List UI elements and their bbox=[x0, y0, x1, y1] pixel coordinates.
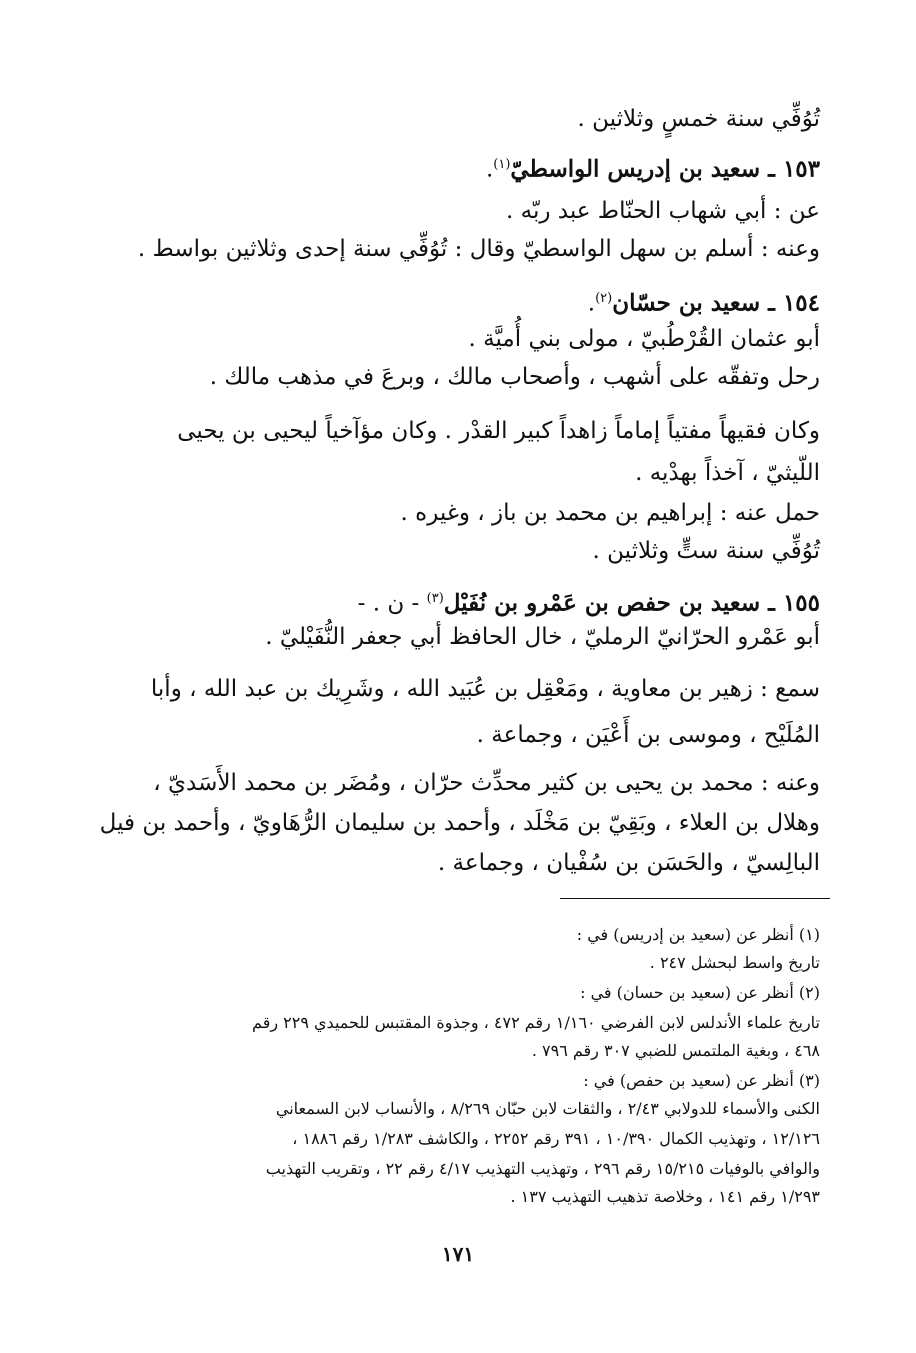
entry-name: سعيد بن حفص بن عَمْرو بن نُفَيْل bbox=[443, 589, 761, 617]
footnote-line: ١/٢٩٣ رقم ١٤١ ، وخلاصة تذهيب التهذيب ١٣٧ . bbox=[510, 1187, 820, 1206]
footnote-line: (١) أنظر عن (سعيد بن إدريس) في : bbox=[576, 925, 820, 944]
entry-number: ١٥٥ bbox=[782, 589, 820, 617]
text-line: وعنه : محمد بن يحيى بن كثير محدِّث حرّان ، ومُضَر بن محمد الأَسَديّ ، bbox=[153, 770, 820, 796]
text-line: اللّيثيّ ، آخذاً بهدْيه . bbox=[635, 460, 820, 486]
text-line: وهلال بن العلاء ، وبَقِيّ بن مَخْلَد ، وأحمد بن سليمان الرُّهَاويّ ، وأحمد بن فيل bbox=[99, 810, 820, 836]
footnote-line: (٣) أنظر عن (سعيد بن حفص) في : bbox=[583, 1071, 820, 1090]
entry-dash: ـ bbox=[760, 589, 783, 617]
text-line: أبو عثمان القُرْطُبيّ ، مولى بني أُميَّة . bbox=[468, 326, 820, 352]
entry-end: . bbox=[587, 290, 596, 317]
footnote-line: الكنى والأسماء للدولابي ٢/٤٣ ، والثقات لابن حبّان ٨/٢٦٩ ، والأنساب لابن السمعاني bbox=[275, 1099, 820, 1118]
text-line: البالِسيّ ، والحَسَن بن سُفْيان ، وجماعة . bbox=[437, 850, 820, 876]
text-line: وعنه : أسلم بن سهل الواسطيّ وقال : تُوُفِّي سنة إحدى وثلاثين بواسط . bbox=[137, 236, 820, 262]
text-line: سمع : زهير بن معاوية ، ومَعْقِل بن عُبَيد الله ، وشَرِيك بن عبد الله ، وأبا bbox=[150, 676, 820, 702]
footnote-ref[interactable]: (٢) bbox=[595, 291, 613, 306]
entry-heading-153 bbox=[80, 142, 820, 193]
footnote-divider bbox=[560, 898, 830, 899]
text-line: أبو عَمْرو الحرّانيّ الرمليّ ، خال الحافظ أبي جعفر النُّفَيْليّ . bbox=[265, 624, 820, 650]
footnote-line: تاريخ علماء الأندلس لابن الفرضي ١/١٦٠ رقم ٤٧٢ ، وجذوة المقتبس للحميدي ٢٢٩ رقم bbox=[252, 1013, 820, 1032]
entry-number: ١٥٤ bbox=[782, 289, 820, 317]
text-line: رحل وتفقّه على أشهب ، وأصحاب مالك ، وبرعَ في مذهب مالك . bbox=[209, 364, 820, 390]
entry-name: سعيد بن حسّان bbox=[612, 289, 761, 317]
entry-dash: ـ bbox=[760, 289, 783, 317]
text-line: تُوُفِّي سنة ستٍّ وثلاثين . bbox=[592, 538, 820, 564]
text-line: حمل عنه : إبراهيم بن محمد بن باز ، وغيره . bbox=[400, 500, 820, 526]
footnote-line: (٢) أنظر عن (سعيد بن حسان) في : bbox=[580, 983, 820, 1002]
text-line: تُوُفِّي سنة خمسٍ وثلاثين . bbox=[577, 106, 820, 132]
footnote-line: والوافي بالوفيات ١٥/٢١٥ رقم ٢٩٦ ، وتهذيب التهذيب ٤/١٧ رقم ٢٢ ، وتقريب التهذيب bbox=[265, 1159, 820, 1178]
entry-number: ١٥٣ bbox=[782, 155, 820, 183]
entry-end: . bbox=[485, 156, 494, 183]
text-line: وكان فقيهاً مفتياً إماماً زاهداً كبير القدْر . وكان مؤآخياً ليحيى بن يحيى bbox=[177, 418, 820, 444]
entry-tag: - ن . - bbox=[357, 590, 427, 617]
page-number: ١٧١ bbox=[441, 1242, 475, 1266]
footnote-ref[interactable]: (٣) bbox=[426, 591, 444, 606]
text-line: المُلَيْح ، وموسى بن أَعْيَن ، وجماعة . bbox=[476, 722, 820, 748]
footnote-line: ٤٦٨ ، وبغية الملتمس للضبي ٣٠٧ رقم ٧٩٦ . bbox=[531, 1041, 820, 1060]
entry-name: سعيد بن إدريس الواسطيّ bbox=[510, 155, 761, 183]
footnote-line: ١٢/١٢٦ ، وتهذيب الكمال ١٠/٣٩٠ ، ٣٩١ رقم ٢٢٥٢ ، والكاشف ١/٢٨٣ رقم ١٨٨٦ ، bbox=[292, 1129, 820, 1148]
footnote-ref[interactable]: (١) bbox=[493, 157, 511, 172]
footnote-line: تاريخ واسط لبحشل ٢٤٧ . bbox=[649, 953, 820, 972]
text-line: عن : أبي شهاب الحنّاط عبد ربّه . bbox=[505, 198, 820, 224]
entry-dash: ـ bbox=[760, 155, 783, 183]
